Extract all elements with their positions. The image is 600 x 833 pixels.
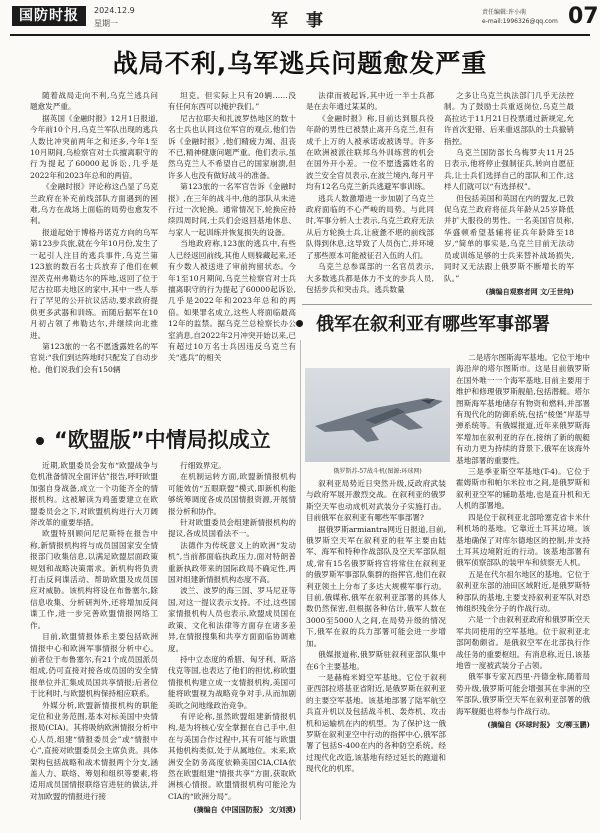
paragraph: 三是季亚斯空军基地(T-4)。它位于霍姆斯市和帕尔米拉市之间,是俄罗斯和叙利亚空军的辅助基地,也是直升机和无人机的部署地。 bbox=[456, 467, 590, 511]
paragraph: 四是位于叙利亚北部哈塞克省卡米什利机场的基地。它靠近土耳其边境。该基地确保了对库尔德地区的控制,并支持土耳其边境附近的行动。该基地部署有俄军侦察部队的装甲车和侦察无人机。 bbox=[456, 512, 590, 568]
paragraph: 针对欧盟委员会组建新情报机构的提议,各成员国看法不一。 bbox=[168, 518, 296, 539]
paragraph: 逃兵人数激增进一步加剧了乌克兰政府面临的不心严峻的局势。与此同时,军事分析人士表示,乌克兰政府无法从后方轮换士兵,让疲惫不堪的前线部队得到休息,这导致了人员伤亡,并环境了那些原本可能被征召入伍的人们。 bbox=[306, 193, 434, 260]
paragraph: 俄媒报道称,俄罗斯驻叙利亚部队集中在6个主要基地。 bbox=[306, 650, 446, 671]
page-number: 07 bbox=[568, 4, 599, 29]
story2-column-2 bbox=[168, 460, 296, 816]
bullet-dot bbox=[296, 320, 303, 327]
paragraph: 持中立态度的希腊、匈牙利、斯洛伐克等国,也表达了他们的担忧,称欧盟情报机构建立成一支情报机构,美国可能将欧盟视为战略竞争对手,从而加剧美欧之间地缘政治竞争。 bbox=[168, 654, 296, 710]
paragraph: 第123旅的一名不愿透露姓名的军官说:“我们到达阵地时只配发了自动步枪。他们说我们会有150辆 bbox=[30, 341, 158, 374]
newspaper-logo: 国防时报 bbox=[12, 6, 86, 26]
story2-title: “欧盟版”中情局拟成立 bbox=[54, 428, 271, 452]
paragraph: 据英国《金融时报》12月1日报道,今年前10个月,乌克兰军队出现的逃兵人数比冲突前两年之和还多,今年1至10月期间,乌检察官对士兵擅离职守的行为提起了60000起诉讼,几乎是2022年和2023年总和的两倍。 bbox=[30, 113, 158, 180]
masthead-rule bbox=[10, 34, 590, 36]
paragraph: 近期,欧盟委员会发布“欧盟战争与危机准备情况全面评估”报告,呼吁欧盟加强自身战备,成立一个功能齐全的情报机构。这被解读为鸡蛋要建立在欧盟委员会之下,对欧盟机构进行大刀阔斧改革的重要举措。 bbox=[30, 461, 158, 528]
issue-date: 2024.12.9 bbox=[94, 6, 135, 15]
paragraph: 乌克兰总参谋部的一名官员表示,大多数逃兵都是体力不支的步兵人员,包括步兵和突击兵。逃兵数量 bbox=[306, 262, 434, 294]
paragraph: 据俄罗斯armiantra网近日报道,目前,俄罗斯空天军在叙利亚的驻军主要由陆军、海军和特种作战部队及空天军部队组成,常有15名俄罗斯将官将常住在叙利亚的俄罗斯军事部队集群的指挥官,他们在叙利亚领土上分布了多达大规模军事行动。目前,俄媒称,俄军在叙利亚部署的具体人数仍然保密,但根据各种估计,俄军人数在3000至5000人之间,在局势升级的情况下,俄军在叙的兵力部署可能会进一步增加。 bbox=[306, 524, 446, 648]
bullet-dot bbox=[36, 437, 44, 445]
photo-caption: 俄罗斯苏-57战斗机(图源:环球网) bbox=[333, 468, 422, 475]
editor-email: e-mail:1996326@qq.com bbox=[482, 18, 558, 25]
paragraph: 乌克兰国防部长乌梅罗夫11月25日表示,他将停止强制征兵,转向自愿征兵,让士兵们选择自己的部队和工作,这样人们就可以“有选择权”。 bbox=[444, 148, 574, 192]
paragraph: 法律而被起诉,其中近一半士兵都是在去年通过某某的。 bbox=[306, 91, 434, 112]
story3-title: 俄军在叙利亚有哪些军事部署 bbox=[316, 314, 550, 335]
column-divider bbox=[300, 340, 301, 820]
story3-column-1 bbox=[306, 478, 446, 775]
paragraph: 外媒分析,欧盟新情报机构的职能定位和业务范围,基本对标美国中央情报局(CIA)。其将吸纳欧洲情报分析中心人员,组建“情报委员会”或“情报中心”,直接对欧盟委员会主席负责。具体架构包括战略和战术情报两个分支,涵盖人力、联络、筹划和组织等要素,将适用成员国情报联络官进驻的做法,并对加欧盟的情报进行接 bbox=[30, 700, 158, 801]
paragraph: 行细致界定。 bbox=[180, 461, 226, 470]
paragraph: 目前,欧盟情报体系主要包括欧洲情报中心和欧洲军事情报分析中心。前者位于布鲁塞尔,有21个成员国派员组成,仍可直接对接各成员国的安全情报单位并汇集成员国共享情报;后者位于比利时,与欧盟机构保持相应联系。 bbox=[30, 632, 158, 699]
paragraph: 二是塔尔图斯海军基地。它位于地中海沿岸的塔尔图斯市。这是目前俄罗斯在国外唯一一个海军基地,目前主要用于维护和修理俄罗斯舰船,包括潜艇。塔尔图斯海军基地储存有物资和燃料,并部署有现代化的防御系统,包括“棱堡”岸基导弹系统等。有俄媒报道,近年来俄罗斯海军增加在叙利亚的存在,接纳了新的舰艇有动力更为持续的背景下,俄军在该海外基地部署的重要性。 bbox=[456, 353, 590, 465]
paragraph: 当地政府称,123旅的逃兵中,有些人已经返回前线,其他人则躲藏起来,还有少数人被送进了审前拘留状态。今年1至10月期间,乌克兰检察官对士兵擅离职守的行为提起了60000起诉讼,几乎是2022年和2023年总和的两倍。如果罪名成立,这些人将面临最高12年的监禁。据乌克兰总检察长办公室消息,自2022年2月冲突开始以来,已有超过10万名士兵因违反乌克兰有关“逃兵”的相关 bbox=[168, 239, 296, 363]
issue-weekday: 星期一 bbox=[94, 19, 118, 28]
paragraph: 法德作为传统意义上的欧洲“发动机”,当前都面临执政压力,面对特朗普重新执政带来的国际政局不确定性,两国对组建新情报机构态度不高。 bbox=[168, 540, 296, 585]
paragraph: 坦克。但实际上只有20辆……没有任何东西可以掩护我们。” bbox=[168, 91, 296, 112]
paragraph: 五是在代尔祖尔地区的基地。它位于叙利亚东部的油田区域附近,是俄罗斯特种部队的基地,主要支持叙利亚军队对恐怖组织残余分子的作战行动。 bbox=[456, 569, 590, 613]
story1-column-3 bbox=[306, 90, 434, 295]
paragraph: 在机制运转方面,欧盟新情报机构可能效仿“五眼联盟”模式,即新机构能够统筹调度各成员国情报资源,开展情报分析和协作。 bbox=[168, 472, 296, 516]
paragraph: 《金融时报》评论称这凸显了乌克兰政府在补充前线部队方面遇到的困难,乌方在战场上面临的局势也愈发不利。 bbox=[30, 182, 158, 226]
story3-credit: (摘编自《环球时报》 文/柳玉鹏) bbox=[487, 720, 590, 729]
divider bbox=[302, 304, 592, 305]
paragraph: 尼古拉耶夫和扎波罗热地区的数十名士兵也认同这位军官的观点,他们告诉《金融时报》,他们精疲力竭、沮丧不已,精神健康问题严重。他们表示,虽然乌克兰人不希望自己的国家崩溃,但许多人也没有做好战斗的准备。 bbox=[168, 113, 296, 180]
paragraph: 第123旅的一名军官告诉《金融时报》,在三年的战斗中,他的部队从未进行过一次轮换。通常情况下,轮换应持续四周时间,士兵们会返回基地休息、与家人一起训练并恢复损失的设备。 bbox=[168, 182, 296, 237]
editor-info bbox=[482, 8, 558, 26]
section-title: 军 事 bbox=[271, 11, 329, 31]
fighter-jet-photo bbox=[305, 368, 450, 462]
story1-column-2 bbox=[168, 90, 296, 364]
story1-column-1 bbox=[30, 90, 158, 375]
paragraph: 《金融时报》称,目前达到服兵役年龄的男性已被禁止离开乌克兰,但有成千上万的人被承诺或被诱导。许多在欧洲被派往联邦乌外训练营的机会在国外开小差。一位不愿透露姓名的波兰安全官员表示,在波兰境内,每月平均有12名乌克兰新兵逃避军事训练。 bbox=[306, 113, 434, 192]
paragraph: 报道起始于博格丹诺克方向的乌军第123步兵旅,就在今年10月份,发生了一起引人注目的逃兵事件,乌克兰第123旅的数百名士兵放弃了他们在顿涅茨克州弗勒达尔的阵地,返回了位于尼古拉耶夫地区的家中,其中一些人举行了罕见的公开抗议活动,要求政府提供更多武器和训练。而随后据军在10月初占领了弗勒达尔,并继续向北推进。 bbox=[30, 227, 158, 340]
editor-name: 责任编辑:许小萌 bbox=[482, 9, 527, 16]
fighter-jet-icon bbox=[305, 368, 450, 462]
story2-column-1 bbox=[30, 460, 158, 802]
story1-column-4 bbox=[444, 90, 574, 297]
paragraph: 六是一个由叙利亚政府和俄罗斯空天军共同使用的空军基地。位于叙利亚北部阿勒颇省。是俄叙空军在北部执行作战任务的重要枢纽。有消息称,近日,该基地曾一度被武装分子占领。 bbox=[456, 615, 590, 670]
paragraph: 叙利亚局势近日突然升级,反政府武装与政府军展开激烈交战。在叙利亚的俄罗斯空天军也动成机对武装分子实施打击。目前俄军在叙利亚有哪些军事部署? bbox=[306, 479, 446, 523]
main-headline: 战局不利,乌军逃兵问题愈发严重 bbox=[112, 49, 488, 78]
paragraph: 但包括美国和英国在内的盟友,已敦促乌克兰政府将征兵年龄从25岁降低并扩大服役的男性。一名美国官员称,华盛顿希望基辅将征兵年龄降至18岁,“简单的事实是,乌克兰目前无法动员或训练足够的士兵来替补战场损失,同时又无法跟上俄罗斯不断增长的军队。” bbox=[444, 193, 574, 283]
story2-credit: (摘编自《中国国防报》 文/刘漠) bbox=[193, 805, 296, 815]
paragraph: 一是赫梅米姆空军基地。它位于叙利亚西部拉塔基亚省附近,是俄罗斯在叙利亚的主要空军基地。该基地部署了陆军航空兵直升机以及包括战斗机、轰炸机、攻击机和运输机在内的机型。为了保护这一俄罗斯在叙利亚空中行动的指挥中心,俄军部署了包括S-400在内的各种防空系统。经过现代化改造,该基地有经过延长的跑道和现代化的机库。 bbox=[306, 672, 446, 774]
paragraph: 之多让乌克兰执法部门几乎无法控制。为了鼓励士兵重返岗位,乌克兰最高拉达于11月21日投票通过新规定,允许首次犯错、后来重返部队的士兵撤销指控。 bbox=[444, 91, 574, 146]
paragraph: 随着战局走向不利,乌克兰逃兵问题愈发严重。 bbox=[30, 91, 158, 112]
paragraph: 欧盟特别顾问尼尼斯特在报告中称,新情报机构将与成员国国家安全情报部门收集信息,以满足欧盟层面政策规划和战略决策需求。新机构将负责打击反间谍活动、帮助欧盟及成员国应对威胁。该机构将设在布鲁塞尔,除信息收集、分析研判外,还将增加反间谍工作,进一步完善欧盟情报网络工作。 bbox=[30, 529, 158, 630]
paragraph: 波兰、波罗的海三国、罗马尼亚等国,对这一提议表示支持。不过,这些国家情报机构人员也表示,欧盟成员国在政策、文化和法律等方面存在诸多差异,在情报搜集和共享方面面临协调难度。 bbox=[168, 586, 296, 653]
paragraph: 有评论称,虽然欧盟组建新情报机构,是为将核心安全掌握在自己手中,但在与美国合作过程中,其有可能与欧盟其他机构类似,处于从属地位。未来,欧洲安全防务高度依赖美国CIA,CIA依然在欧盟组建“情报共享”方面,获取欧洲核心情报。欧盟情报机构可能沦为CIA的“欧洲分局”。 bbox=[168, 711, 296, 801]
story3-column-2 bbox=[456, 352, 590, 730]
paragraph: 俄军事专家瓦西里·丹德金称,随着局势升级,俄罗斯可能会增强其在非洲的空军部队,俄罗斯空天军在叙利亚部署的俄海军舰艇也将参与作战行动。 bbox=[456, 672, 590, 716]
story1-credit: (摘编自观察者网 文/王世纯) bbox=[485, 286, 574, 296]
